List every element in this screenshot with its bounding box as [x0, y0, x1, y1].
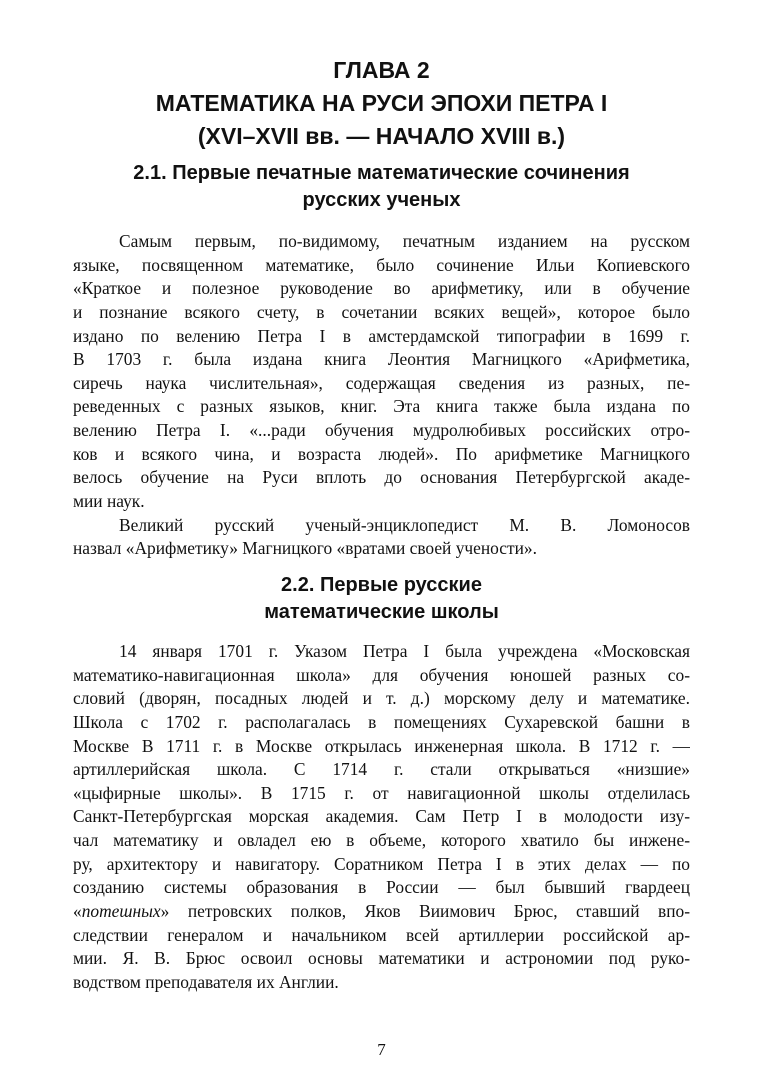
text-line: чал математику и овладел ею в объеме, которого хватило бы инжене- — [73, 830, 690, 851]
section-1-title-line: русских ученых — [302, 189, 461, 211]
text-line: Великий русский ученый-энциклопедист М. В. Ломоносов — [119, 514, 690, 535]
text-line: мии. Я. В. Брюс освоил основы математики и астрономии под руко- — [73, 948, 690, 969]
text-line: водством преподавателя их Англии. — [73, 971, 339, 992]
italic-emphasis: потешных — [81, 901, 161, 922]
text-line-rest: петровских полков, Яков Виимович Брюс, ставший впо- — [187, 901, 690, 922]
text-line: ру, архитектору и навигатору. Соратником Петра I в этих делах — по — [73, 853, 690, 874]
chapter-heading — [60, 54, 703, 153]
chapter-number: ГЛАВА 2 — [333, 57, 430, 83]
text-line: велению Петра I. «...ради обучения мудролюбивых российских отро- — [73, 420, 690, 441]
text-line: Санкт-Петербургская морская академия. Сам Петр I в молодости изу- — [73, 806, 690, 827]
text-line: математико-навигационная школа» для обучения юношей разных со- — [73, 664, 690, 685]
section-1-heading — [60, 160, 703, 214]
text-line: артиллерийская школа. С 1714 г. стали открываться «низшие» — [73, 759, 690, 780]
section-2-title-line: 2.2. Первые русские — [281, 574, 482, 596]
chapter-title: МАТЕМАТИКА НА РУСИ ЭПОХИ ПЕТРА I — [155, 90, 608, 116]
text-line: созданию системы образования в России — был бывший гвардеец — [73, 877, 690, 898]
text-line: словий (дворян, посадных людей и т. д.) морскому делу и математике. — [73, 688, 690, 709]
text-line: мии наук. — [73, 491, 145, 512]
text-line: Самым первым, по-видимому, печатным изданием на русском — [119, 231, 690, 251]
text-line: Школа с 1702 г. располагалась в помещениях Сухаревской башни в — [73, 711, 690, 732]
text-line: реведенных с разных языков, книг. Эта книга также была издана по — [73, 396, 690, 417]
text-line: Москве В 1711 г. в Москве открылась инженерная школа. В 1712 г. — — [73, 735, 690, 756]
text-line: издано по велению Петра I в амстердамской типографии в 1699 г. — [73, 325, 690, 346]
text-line: сиречь наука числительная», содержащая сведения из разных, пе- — [73, 372, 690, 393]
text-line: следствии генералом и начальником всей артиллерии российской ар- — [73, 924, 690, 945]
text-line: В 1703 г. была издана книга Леонтия Магницкого «Арифметика, — [73, 349, 690, 370]
text-line: «потешных» петровских полков, Яков Виимович Брюс, ставший впо- — [73, 901, 690, 922]
text-line: ков и всякого чина, и возраста людей». По арифметике Магницкого — [73, 443, 690, 464]
text-line: языке, посвященном математике, было сочинение Ильи Копиевского — [73, 254, 690, 275]
text-line: назвал «Арифметику» Магницкого «вратами своей учености». — [73, 538, 537, 559]
text-line: велось обучение на Руси вплоть до основания Петербургской акаде- — [73, 467, 690, 488]
section-2-body — [73, 640, 690, 995]
text-line: 14 января 1701 г. Указом Петра I была учреждена «Московская — [119, 641, 690, 661]
section-1-title-line: 2.1. Первые печатные математические сочинения — [133, 162, 630, 184]
text-line: «цыфирные школы». В 1715 г. от навигационной школы отделилась — [73, 782, 690, 803]
section-2-heading — [60, 572, 703, 626]
chapter-period: (XVI–XVII вв. — НАЧАЛО XVIII в.) — [197, 123, 566, 149]
section-2-title-line: математические школы — [264, 601, 499, 623]
text-line: «Краткое и полезное руководение во арифметику, или в обучение — [73, 278, 690, 299]
section-1-body — [73, 230, 690, 561]
text-line: и познание всякого счету, в сочетании всяких вещей», которое было — [73, 301, 690, 322]
page-number: 7 — [377, 1040, 386, 1059]
